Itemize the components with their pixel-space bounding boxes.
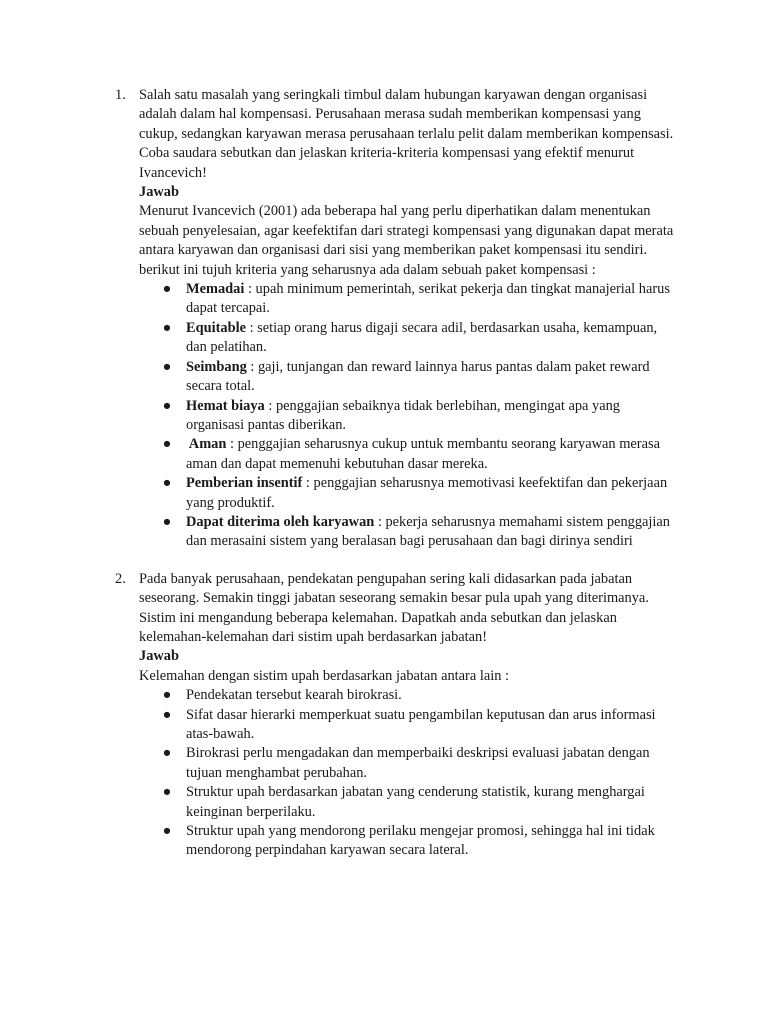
list-item-term: Hemat biaya	[186, 397, 265, 414]
list-item-term: Aman	[186, 436, 227, 453]
document-page	[0, 86, 768, 861]
list-item	[162, 474, 679, 513]
answer-intro: Menurut Ivancevich (2001) ada beberapa hal yang perlu diperhatikan dalam menentukan sebuah penyelesaian, agar keefektifan dari strategi kompensasi yang digunakan dapat merata antara karyawan dan organisasi dari sisi yang memberikan paket kompensasi itu sendiri. berikut ini tujuh kriteria yang seharusnya ada dalam sebuah paket kompensasi :	[139, 203, 674, 278]
list-item-text: Birokrasi perlu mengadakan dan memperbaiki deskripsi evaluasi jabatan dengan tujuan menghambat perubahan.	[186, 745, 650, 781]
bullet-icon: ●	[162, 358, 172, 375]
list-item	[162, 513, 679, 552]
list-item	[162, 822, 679, 861]
list-item-text: : setiap orang harus digaji secara adil, berdasarkan usaha, kemampuan, dan pelatihan.	[186, 319, 658, 356]
bullet-icon: ●	[162, 513, 172, 530]
list-item-term: Memadai	[186, 281, 245, 298]
list-item-text: : gaji, tunjangan dan reward lainnya harus pantas dalam paket reward secara total.	[186, 358, 650, 395]
question-number: 2.	[115, 570, 126, 587]
bullet-icon: ●	[162, 319, 172, 336]
list-item-term: Seimbang	[186, 358, 247, 375]
question-number: 1.	[115, 87, 126, 103]
list-item	[162, 319, 679, 358]
list-item-text: : upah minimum pemerintah, serikat pekerja dan tingkat manajerial harus dapat tercapai.	[186, 281, 670, 317]
bullet-icon: ●	[162, 706, 172, 723]
list-item-text: : penggajian seharusnya memotivasi keefektifan dan pekerjaan yang produktif.	[186, 475, 668, 511]
criteria-list	[139, 280, 679, 552]
list-item	[162, 435, 679, 474]
list-item-term: Equitable	[186, 319, 246, 336]
weakness-list	[139, 686, 679, 861]
answer-label: Jawab	[139, 648, 179, 665]
answer-label: Jawab	[139, 184, 179, 201]
list-item-text: : penggajian seharusnya cukup untuk membantu seorang karyawan merasa aman dan dapat memenuhi kebutuhan dasar mereka.	[186, 436, 660, 472]
question-prompt: Pada banyak perusahaan, pendekatan pengupahan sering kali didasarkan pada jabatan seseorang. Semakin tinggi jabatan seseorang semakin besar pula upah yang diterimanya. Sistim ini mengandung beberapa kelemahan. Dapatkah anda sebutkan dan jelaskan kelemahan-kelemahan dari sistim upah berdasarkan jabatan!	[139, 570, 649, 645]
list-item	[162, 280, 679, 319]
list-item	[162, 706, 679, 745]
bullet-icon: ●	[162, 281, 172, 298]
question-prompt: Salah satu masalah yang seringkali timbul dalam hubungan karyawan dengan organisasi adalah dalam hal kompensasi. Perusahaan merasa sudah memberikan kompensasi yang cukup, sedangkan karyawan merasa perusahaan terlalu pelit dalam memberikan kompensasi. Coba saudara sebutkan dan jelaskan kriteria-kriteria kompensasi yang efektif menurut Ivancevich!	[139, 87, 674, 181]
bullet-icon: ●	[162, 823, 172, 840]
bullet-icon: ●	[162, 784, 172, 801]
list-item	[162, 686, 679, 705]
list-item-text: Struktur upah berdasarkan jabatan yang cenderung statistik, kurang menghargai keinginan berperilaku.	[186, 784, 645, 820]
list-item	[162, 397, 679, 436]
list-item	[162, 783, 679, 822]
bullet-icon: ●	[162, 745, 172, 762]
bullet-icon: ●	[162, 475, 172, 492]
bullet-icon: ●	[162, 397, 172, 414]
bullet-icon: ●	[162, 687, 172, 704]
list-item-text: : pekerja seharusnya memahami sistem penggajian dan merasaini sistem yang beralasan bagi perusahaan dan bagi dirinya sendiri	[186, 513, 670, 550]
list-item	[162, 358, 679, 397]
list-item-term: Pemberian insentif	[186, 475, 303, 492]
list-item	[162, 744, 679, 783]
bullet-icon: ●	[162, 436, 172, 453]
list-item-text: Struktur upah yang mendorong perilaku mengejar promosi, sehingga hal ini tidak mendorong perpindahan karyawan secara lateral.	[186, 823, 655, 859]
question-1	[115, 86, 679, 552]
list-item-text: : penggajian sebaiknya tidak berlebihan, mengingat apa yang organisasi pantas diberikan.	[186, 397, 620, 433]
list-item-term: Dapat diterima oleh karyawan	[186, 513, 375, 530]
list-item-text: Pendekatan tersebut kearah birokrasi.	[186, 687, 402, 704]
answer-intro: Kelemahan dengan sistim upah berdasarkan jabatan antara lain :	[139, 667, 510, 684]
question-2	[115, 570, 679, 861]
list-item-text: Sifat dasar hierarki memperkuat suatu pengambilan keputusan dan arus informasi atas-bawah.	[186, 706, 656, 742]
